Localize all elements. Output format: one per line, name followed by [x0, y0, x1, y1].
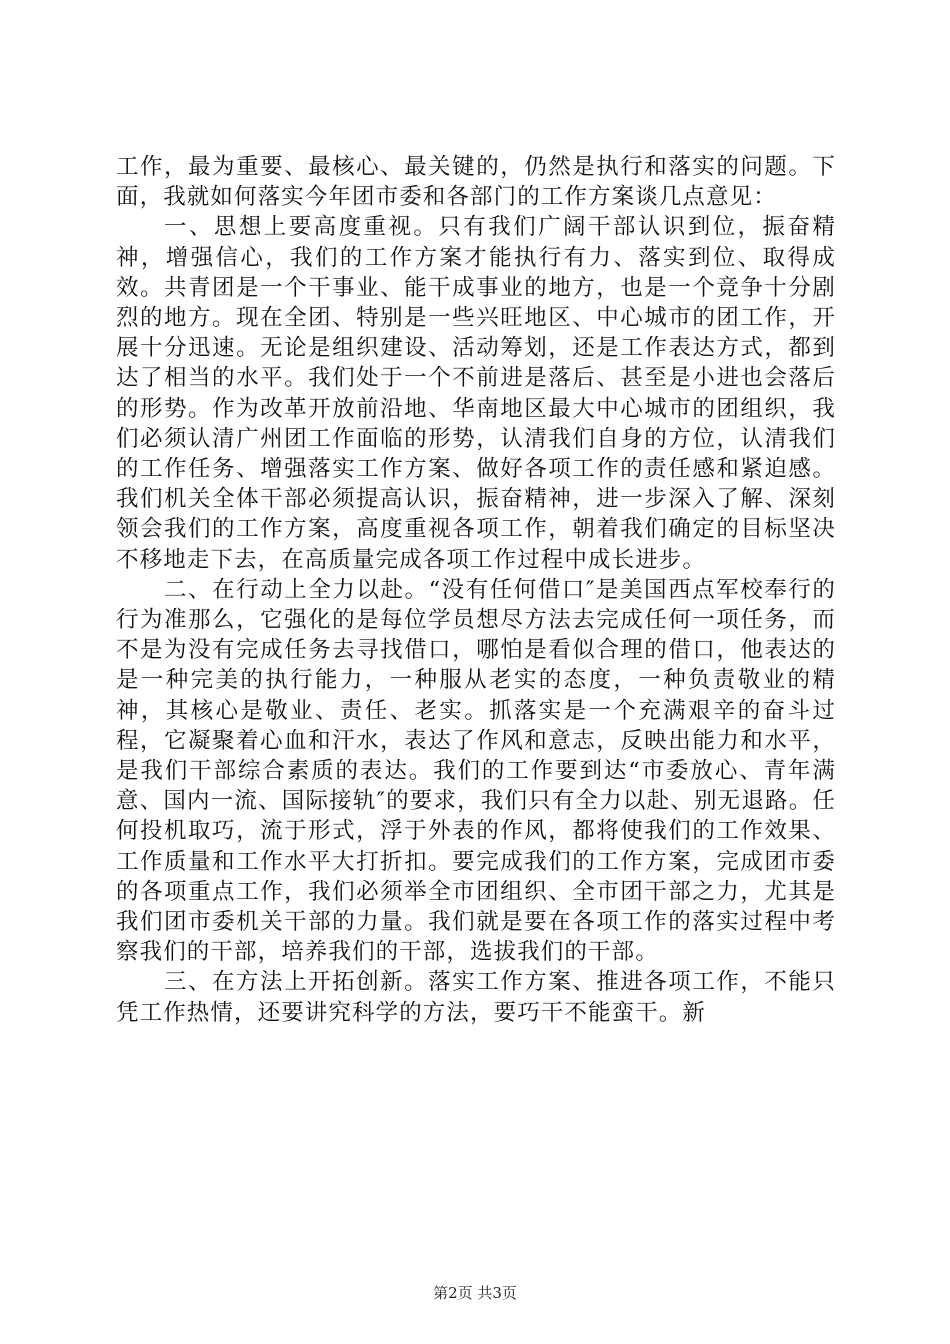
- paragraph-ideology: 一、思想上要高度重视。只有我们广阔干部认识到位，振奋精神，增强信心，我们的工作方案才能执行有力、落实到位、取得成效。共青团是一个干事业、能干成事业的地方，也是一个竞争十分剧烈的地方。现在全团、特别是一些兴旺地区、中心城市的团工作，开展十分迅速。无论是组织建设、活动筹划，还是工作表达方式，都到达了相当的水平。我们处于一个不前进是落后、甚至是小进也会落后的形势。作为改革开放前沿地、华南地区最大中心城市的团组织，我们必须认清广州团工作面临的形势，认清我们自身的方位，认清我们的工作任务、增强落实工作方案、做好各项工作的责任感和紧迫感。我们机关全体干部必须提高认识，振奋精神，进一步深入了解、深刻领会我们的工作方案，高度重视各项工作，朝着我们确定的目标坚决不移地走下去，在高质量完成各项工作过程中成长进步。: [116, 214, 836, 573]
- paragraph-method: 三、在方法上开拓创新。落实工作方案、推进各项工作，不能只凭工作热情，还要讲究科学的方法，要巧干不能蛮干。新: [116, 969, 836, 1026]
- paragraph-action: 二、在行动上全力以赴。“没有任何借口″是美国西点军校奉行的行为准那么，它强化的是每位学员想尽方法去完成任何一项任务，而不是为没有完成任务去寻找借口，哪怕是看似合理的借口，他表达的是一种完美的执行能力，一种服从老实的态度，一种负责敬业的精神，其核心是敬业、责任、老实。抓落实是一个充满艰辛的奋斗过程，它凝聚着心血和汗水，表达了作风和意志，反映出能力和水平，是我们干部综合素质的表达。我们的工作要到达“市委放心、青年满意、国内一流、国际接轨″的要求，我们只有全力以赴、别无退路。任何投机取巧，流于形式，浮于外表的作风，都将使我们的工作效果、工作质量和工作水平大打折扣。要完成我们的工作方案，完成团市委的各项重点工作，我们必须举全市团组织、全市团干部之力，尤其是我们团市委机关干部的力量。我们就是要在各项工作的落实过程中考察我们的干部，培养我们的干部，选拔我们的干部。: [116, 576, 836, 966]
- document-body: [116, 152, 836, 1028]
- paragraph-continuation: 工作，最为重要、最核心、最关键的，仍然是执行和落实的问题。下面，我就如何落实今年团市委和各部门的工作方案谈几点意见：: [116, 154, 836, 211]
- page-footer: [0, 1282, 950, 1303]
- page-number: 第2页 共3页: [433, 1284, 517, 1302]
